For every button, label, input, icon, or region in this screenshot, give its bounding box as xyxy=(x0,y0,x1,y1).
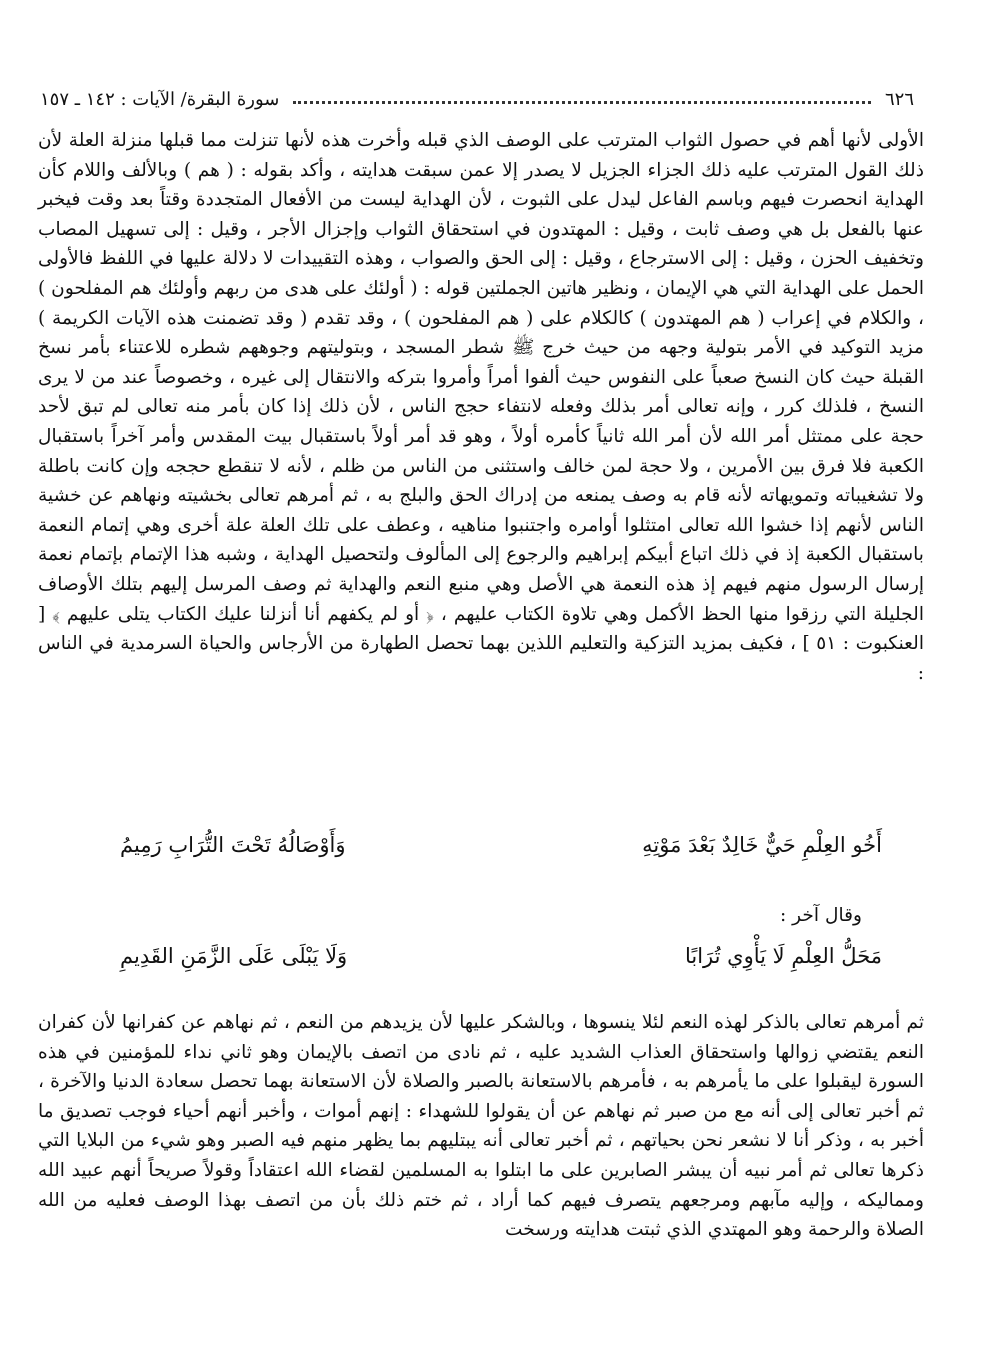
page-header xyxy=(40,84,914,114)
verse-2-second-hemistich: وَلَا يَبْلَى عَلَى الزَّمَنِ القَدِيمِ xyxy=(120,944,348,968)
verse-1-first-hemistich: أَخُو العِلْمِ حَيٌّ خَالِدٌ بَعْدَ مَوْتِهِ xyxy=(642,833,882,857)
page-number: ٦٢٦ xyxy=(884,88,914,110)
commentary-paragraph-2: ثم أمرهم تعالى بالذكر لهذه النعم لئلا ينسوها ، وبالشكر عليها لأن يزيدهم من النعم ، ثم نهاهم عن كفرانها لأن كفران النعم يقتضي زوالها واستحقاق العذاب الشديد عليه ، ثم نادى من اتصف بالإيمان وهو ثاني نداء للمؤمنين في هذه السورة ليقبلوا على ما يأمرهم به ، فأمرهم بالاستعانة بالصبر والصلاة لأن الاستعانة بهما تحصل سعادة الدنيا والآخرة ، ثم أخبر تعالى إلى أنه مع من صبر ثم نهاهم عن أن يقولوا للشهداء : إنهم أموات ، وأخبر أنهم أحياء فوجب تصديق ما أخبر به ، وذكر أنا لا نشعر نحن بحياتهم ، ثم أخبر تعالى أنه يبتليهم بما يظهر منهم فيه الصبر وهو شيء من البلايا التي ذكرها تعالى ثم أمر نبيه أن يبشر الصابرين على ما ابتلوا به المسلمين لقضاء الله اعتقاداً وقولاً صريحاً أنهم عبيد الله ومماليكه ، وإليه مآبهم ومرجعهم يتصرف فيهم كما أراد ، ثم ختم ذلك بأن من اتصف بهذا الوصف فعليه من الله الصلاة والرحمة وهو المهتدي الذي ثبتت هدايته ورسخت xyxy=(38,1012,925,1241)
poetry-verse-2 xyxy=(120,944,882,968)
poetry-verse-1 xyxy=(120,833,882,857)
header-dot-leader xyxy=(293,101,871,104)
commentary-paragraph-1: الأولى لأنها أهم في حصول الثواب المترتب على الوصف الذي قبله وأخرت هذه لأنها تنزلت مما قبلها منزلة العلة لأن ذلك القول المترتب عليه ذلك الجزاء الجزيل لا يصدر إلا عمن سبقت هدايته ، وأكد بقوله : ( هم ) وبالألف واللام كأن الهداية انحصرت فيهم وباسم الفاعل ليدل على الثبوت ، لأن الهداية ليست من الأفعال المتجددة وقتاً بعد وقت فيخبر عنها بالفعل بل هي وصف ثابت ، وقيل : المهتدون في استحقاق الثواب وإجزال الأجر ، وقيل : إلى تسهيل المصاب وتخفيف الحزن ، وقيل : إلى الاسترجاع ، وقيل : إلى الحق والصواب ، وهذه التقييدات لا دلالة عليها في اللفظ فالأولى الحمل على الهداية التي هي الإيمان ، ونظير هاتين الجملتين قوله : ( أولئك على هدى من ربهم وأولئك هم المفلحون ) ، والكلام في إعراب ( هم المهتدون ) كالكلام على ( هم المفلحون ) ، وقد تقدم ( وقد تضمنت هذه الآيات الكريمة ) مزيد التوكيد في الأمر بتولية وجهه من حيث خرج ﷺ شطر المسجد ، وبتوليتهم وجوههم شطره للاعتناء بأمر نسخ القبلة حيث كان النسخ صعباً على النفوس حيث ألفوا أمراً وأمروا بتركه والانتقال إلى غيره ، وخصوصاً عند من لا يرى النسخ ، فلذلك كرر ، وإنه تعالى أمر بذلك وفعله لانتفاء حجج الناس ، لأن ذلك إذا كان بأمر منه تعالى لم تبق لأحد حجة على ممتثل أمر الله لأن أمر الله ثانياً كأمره أولاً ، وهو قد أمر أولاً باستقبال بيت المقدس وأمر آخراً باستقبال الكعبة فلا فرق بين الأمرين ، ولا حجة لمن خالف واستثنى من الناس من ظلم ، لأنه لا تنقطع حججه وإن كانت باطلة ولا تشغيباته وتمويهاته لأنه قام به وصف يمنعه من إدراك الحق والبلج به ، ثم أمرهم تعالى بخشيته ونهاهم عن خشية الناس لأنهم إذا خشوا الله تعالى امتثلوا أوامره واجتنبوا مناهيه ، وعطف على تلك العلة علة أخرى وهي إتمام النعمة باستقبال الكعبة إذ في ذلك اتباع أبيكم إبراهيم والرجوع إلى المألوف ولتحصيل الهداية ، وشبه هذا الإتمام بإتمام نعمة إرسال الرسول منهم فيهم إذ هذه النعمة هي الأصل وهي منبع النعم والهداية ثم وصف المرسل إليهم بتلك الأوصاف الجليلة التي رزقوا منها الحظ الأكمل وهي تلاوة الكتاب عليهم ، ﴿ أو لم يكفهم أنا أنزلنا عليك الكتاب يتلى عليهم ﴾ [ العنكبوت : ٥١ ] ، فكيف بمزيد التزكية والتعليم اللذين بهما تحصل الطهارة من الأرجاس والحياة السرمدية في الناس : xyxy=(38,130,924,684)
verse-2-first-hemistich: مَحَلُّ العِلْمِ لَا يَأْوِي تُرَابًا xyxy=(684,944,882,968)
verse-1-second-hemistich: وَأَوْصَالُهُ تَحْتَ التُّرَابِ رَمِيمُ xyxy=(120,833,346,857)
running-title: سورة البقرة/ الآيات : ١٤٢ ـ ١٥٧ xyxy=(40,88,280,110)
other-poet-label: وقال آخر : xyxy=(779,905,862,926)
